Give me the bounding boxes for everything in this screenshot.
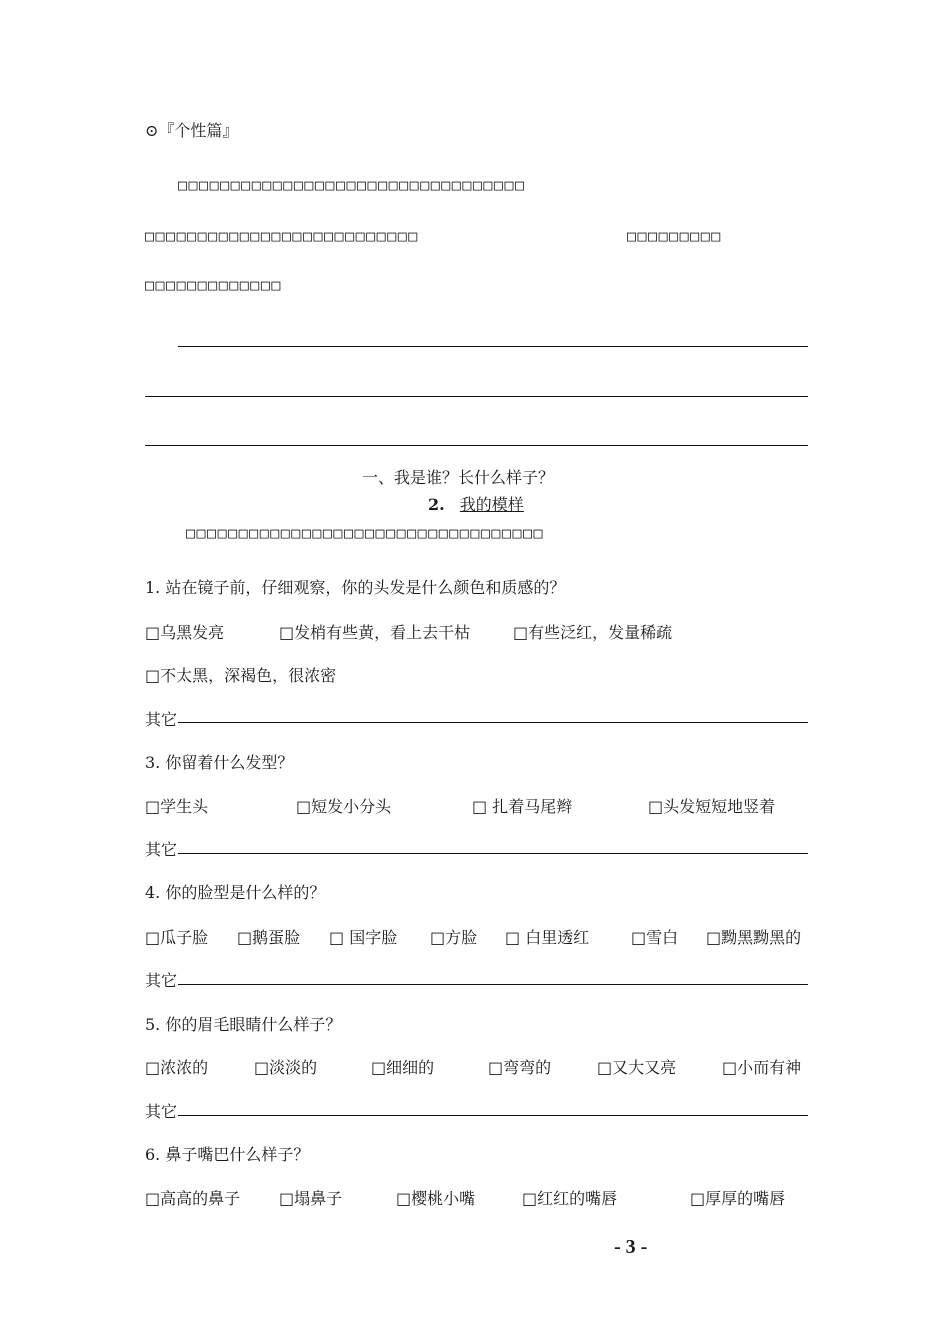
intro-line-2b: □□□□□□□□□ (627, 227, 722, 245)
option-checkbox[interactable]: □方脸 (430, 928, 478, 947)
question-1-options-row2 (145, 663, 810, 685)
page-number: - 3 - (614, 1236, 648, 1258)
question-4-options (145, 925, 810, 947)
intro-line-2a: □□□□□□□□□□□□□□□□□□□□□□□□□□ (145, 227, 419, 245)
option-checkbox[interactable]: □细细的 (371, 1058, 435, 1077)
option-checkbox[interactable]: □黝黑黝黑的 (706, 928, 802, 947)
option-checkbox[interactable]: □短发小分头 (296, 797, 392, 816)
sub-heading (428, 492, 524, 515)
question-1-text: 1. 站在镜子前，仔细观察，你的头发是什么颜色和质感的？ (145, 578, 566, 597)
other-input-1[interactable] (178, 722, 808, 723)
option-checkbox[interactable]: □瓜子脸 (145, 928, 209, 947)
option-checkbox[interactable]: □淡淡的 (254, 1058, 318, 1077)
writing-line-1[interactable] (178, 346, 808, 347)
other-input-3[interactable] (178, 853, 808, 854)
intro-line-3: □□□□□□□□□□□□□ (145, 276, 282, 294)
option-checkbox[interactable]: □雪白 (631, 928, 679, 947)
section-title: ⊙『个性篇』 (145, 121, 239, 140)
sub-heading-text: 我的模样 (459, 495, 524, 514)
option-checkbox[interactable]: □又大又亮 (597, 1058, 677, 1077)
intro-line-1: □□□□□□□□□□□□□□□□□□□□□□□□□□□□□□□□□ (178, 176, 526, 194)
option-checkbox[interactable]: □厚厚的嘴唇 (690, 1189, 786, 1208)
other-label: 其它 (145, 710, 178, 729)
question-4-text: 4. 你的脸型是什么样的？ (145, 883, 326, 902)
option-checkbox[interactable]: □弯弯的 (488, 1058, 552, 1077)
other-input-5[interactable] (178, 1115, 808, 1116)
option-checkbox[interactable]: □乌黑发亮 (145, 623, 225, 642)
other-label: 其它 (145, 971, 178, 990)
option-checkbox[interactable]: □有些泛红，发量稀疏 (513, 623, 673, 642)
question-3-text: 3. 你留着什么发型？ (145, 753, 294, 772)
option-checkbox[interactable]: □发梢有些黄，看上去干枯 (279, 623, 471, 642)
sub-intro: □□□□□□□□□□□□□□□□□□□□□□□□□□□□□□□□□□ (186, 524, 545, 542)
option-checkbox[interactable]: □高高的鼻子 (145, 1189, 241, 1208)
option-checkbox[interactable]: □鹅蛋脸 (237, 928, 301, 947)
part-heading: 一、我是谁？长什么样子？ (362, 468, 555, 487)
other-input-4[interactable] (178, 984, 808, 985)
question-5-text: 5. 你的眉毛眼睛什么样子？ (145, 1015, 342, 1034)
question-5-options (145, 1055, 810, 1077)
option-checkbox[interactable]: □学生头 (145, 797, 209, 816)
question-1-options (145, 620, 810, 642)
option-checkbox[interactable]: □红红的嘴唇 (522, 1189, 618, 1208)
question-3-options (145, 794, 810, 816)
writing-line-2[interactable] (145, 396, 808, 397)
option-checkbox[interactable]: □小而有神 (722, 1058, 802, 1077)
other-label: 其它 (145, 840, 178, 859)
option-checkbox[interactable]: □樱桃小嘴 (396, 1189, 476, 1208)
option-checkbox[interactable]: □ 国字脸 (329, 928, 398, 947)
option-checkbox[interactable]: □头发短短地竖着 (648, 797, 776, 816)
option-checkbox[interactable]: □ 白里透红 (505, 928, 590, 947)
writing-line-3[interactable] (145, 445, 808, 446)
sub-heading-number: 2. (428, 495, 445, 514)
option-checkbox[interactable]: □浓浓的 (145, 1058, 209, 1077)
option-checkbox[interactable]: □ 扎着马尾辫 (472, 797, 573, 816)
question-6-options (145, 1186, 810, 1208)
question-6-text: 6. 鼻子嘴巴什么样子？ (145, 1145, 310, 1164)
other-label: 其它 (145, 1102, 178, 1121)
option-checkbox[interactable]: □塌鼻子 (279, 1189, 343, 1208)
option-checkbox[interactable]: □不太黑，深褐色，很浓密 (145, 666, 337, 685)
